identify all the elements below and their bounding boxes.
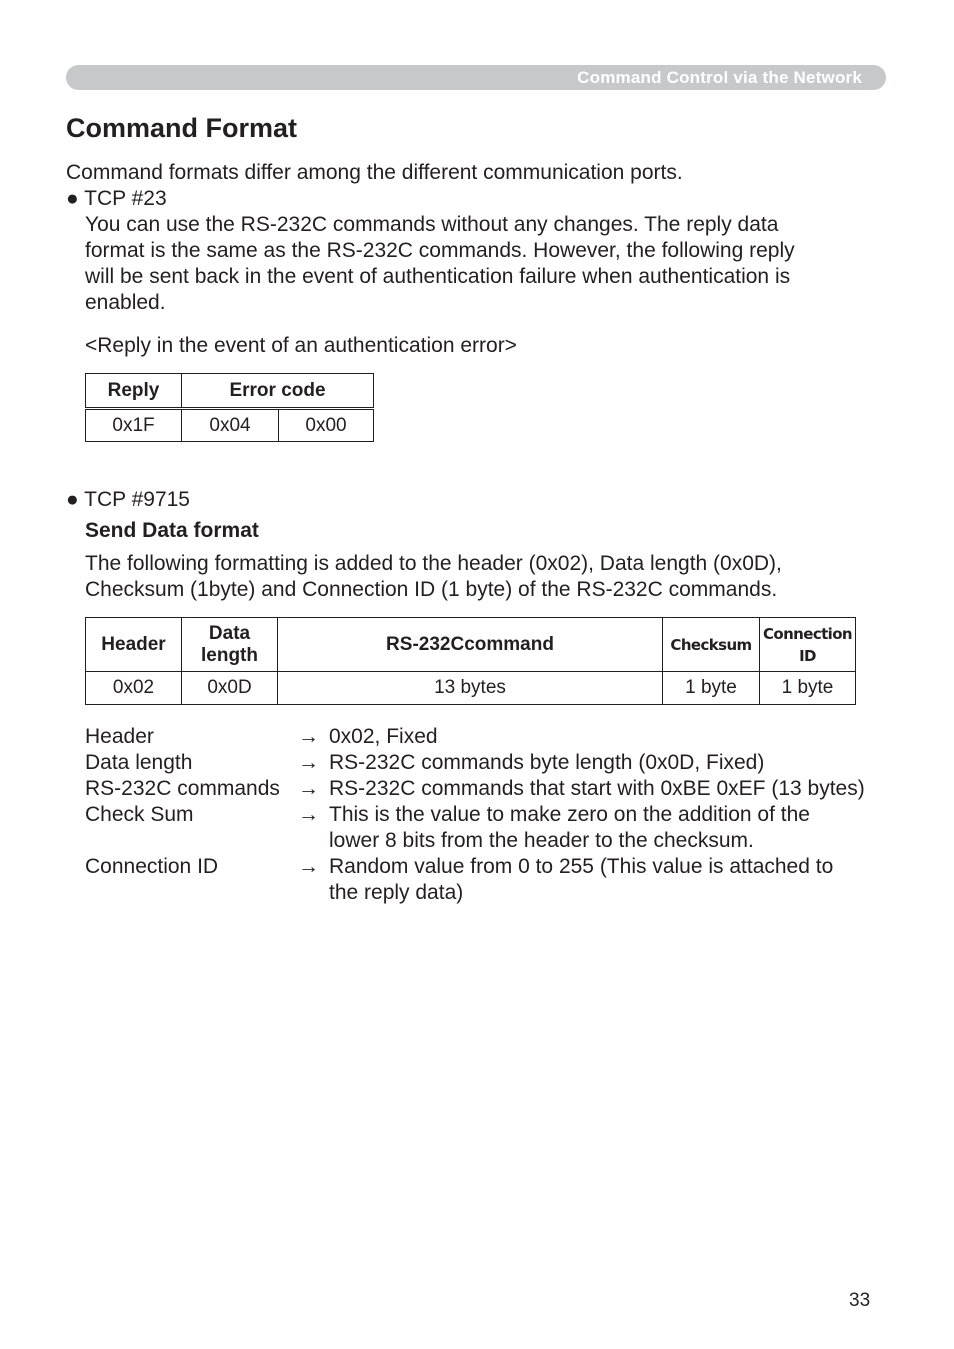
tcp23-bullet: ● TCP #23 <box>66 187 167 210</box>
definition-description: RS-232C commands that start with 0xBE 0xEF (13 bytes) <box>329 777 865 800</box>
definition-description: 0x02, Fixed <box>329 725 438 748</box>
table-header-cell: Data length <box>182 618 278 672</box>
definition-term: Header <box>85 725 154 748</box>
table-header-cell: Header <box>86 618 182 672</box>
table-cell: 0x04 <box>182 409 279 442</box>
send-data-format-heading: Send Data format <box>85 519 259 542</box>
tcp9715-paragraph-line: Checksum (1byte) and Connection ID (1 byte) of the RS-232C commands. <box>85 578 778 601</box>
table-header-cell: RS-232Ccommand <box>278 618 663 672</box>
tcp9715-bullet: ● TCP #9715 <box>66 488 190 511</box>
arrow-icon: → <box>298 803 319 826</box>
table-header-cell: Connection ID <box>760 618 856 672</box>
table-row <box>86 672 856 705</box>
definition-description: This is the value to make zero on the addition of the <box>329 803 810 826</box>
arrow-icon: → <box>298 855 319 878</box>
table-header-cell: Reply <box>86 374 182 409</box>
tcp23-paragraph-line: You can use the RS-232C commands without any changes. The reply data <box>85 213 779 236</box>
page-title: Command Format <box>66 113 298 143</box>
tcp23-paragraph-line: enabled. <box>85 291 166 314</box>
table-row <box>86 409 374 442</box>
intro-text: Command formats differ among the different communication ports. <box>66 161 683 184</box>
arrow-icon: → <box>298 751 319 774</box>
definition-term: Connection ID <box>85 855 219 878</box>
definition-description: Random value from 0 to 255 (This value is attached to <box>329 855 834 878</box>
table-cell: 0x00 <box>279 409 374 442</box>
tcp23-paragraph-line: format is the same as the RS-232C commands. However, the following reply <box>85 239 795 262</box>
page-number: 33 <box>849 1290 871 1311</box>
definition-description: lower 8 bits from the header to the checksum. <box>329 829 754 852</box>
reply-caption: <Reply in the event of an authentication error> <box>85 334 517 357</box>
definition-description: RS-232C commands byte length (0x0D, Fixed) <box>329 751 765 774</box>
arrow-icon: → <box>298 725 319 748</box>
table-cell: 0x02 <box>86 672 182 705</box>
table-cell: 13 bytes <box>278 672 663 705</box>
section-label: Command Control via the Network <box>577 68 862 87</box>
table-cell: 0x0D <box>182 672 278 705</box>
definition-term: RS-232C commands <box>85 777 280 800</box>
tcp23-paragraph-line: will be sent back in the event of authentication failure when authentication is <box>85 265 791 288</box>
arrow-icon: → <box>298 777 319 800</box>
table-header-cell: Error code <box>182 374 374 409</box>
section-header-bar <box>66 65 886 90</box>
auth-error-reply-table <box>85 373 374 442</box>
table-cell: 1 byte <box>663 672 760 705</box>
tcp9715-paragraph-line: The following formatting is added to the header (0x02), Data length (0x0D), <box>85 552 782 575</box>
definition-description: the reply data) <box>329 881 464 904</box>
table-cell: 0x1F <box>86 409 182 442</box>
definition-term: Check Sum <box>85 803 194 826</box>
table-header-cell: Checksum <box>663 618 760 672</box>
send-data-format-table <box>85 617 856 705</box>
table-cell: 1 byte <box>760 672 856 705</box>
definition-term: Data length <box>85 751 193 774</box>
